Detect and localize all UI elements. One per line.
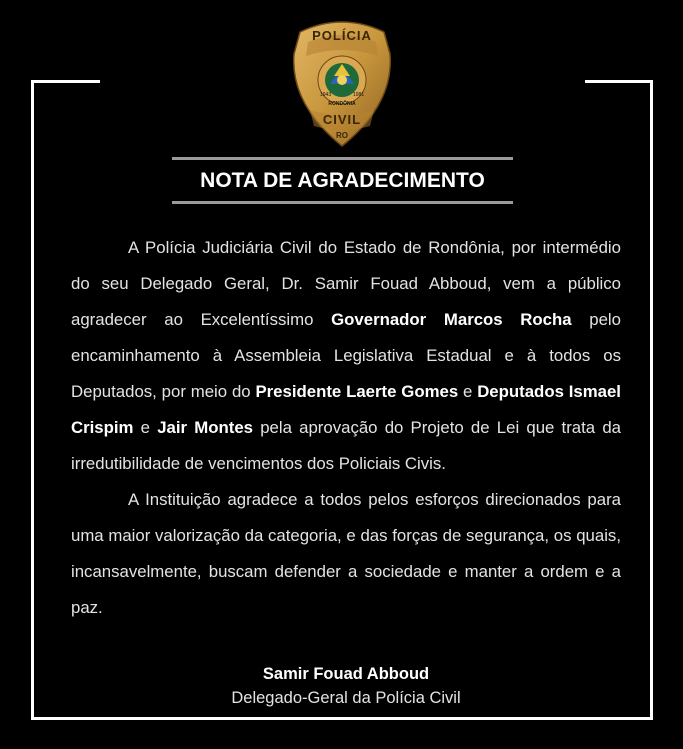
paragraph-1 (71, 230, 621, 482)
badge-year-left: 1943 (320, 92, 332, 98)
title-bottom-rule (172, 201, 513, 204)
p1-text-1: A Polícia Judiciária Civil do Estado de Rondônia, por intermédio do seu Delegado Geral, Dr. Samir Fouad Abboud, vem a público agradecer ao Excelentíssimo (71, 238, 621, 329)
governor-name: Governador Marcos Rocha (331, 310, 572, 329)
deputy-2-name: Jair Montes (157, 418, 254, 437)
badge-bottom-text: CIVIL (322, 112, 362, 127)
note-body (71, 230, 621, 626)
badge-year-right: 1981 (353, 92, 365, 98)
badge-state-name: RONDÔNIA (328, 101, 356, 107)
p1-text-5: pela aprovação do Projeto de Lei que trata da irredutibilidade de vencimentos dos Policiais Civis. (71, 418, 621, 473)
badge-state-abbr: RO (336, 131, 348, 140)
p1-text-4: e (133, 418, 158, 437)
policia-civil-badge-logo (290, 14, 394, 148)
p1-text-2: pelo encaminhamento à Assembleia Legislativa Estadual e à todos os Deputados, por meio do (71, 310, 621, 401)
deputy-1-name: Deputados Ismael Crispim (71, 382, 621, 437)
title-block (172, 157, 513, 204)
president-name: Presidente Laerte Gomes (255, 382, 459, 401)
signature-block (71, 662, 621, 710)
p1-text-3: e (458, 382, 478, 401)
title-top-rule (172, 157, 513, 160)
page-title: NOTA DE AGRADECIMENTO (200, 169, 485, 192)
badge-top-text: POLÍCIA (312, 28, 372, 43)
signature-name: Samir Fouad Abboud (262, 665, 430, 683)
signature-role: Delegado-Geral da Polícia Civil (231, 689, 461, 707)
paragraph-2: A Instituição agradece a todos pelos esforços direcionados para uma maior valorização da categoria, e das forças de segurança, os quais, incansavelmente, buscam defender a sociedade e manter a ordem e a paz. (71, 490, 621, 617)
